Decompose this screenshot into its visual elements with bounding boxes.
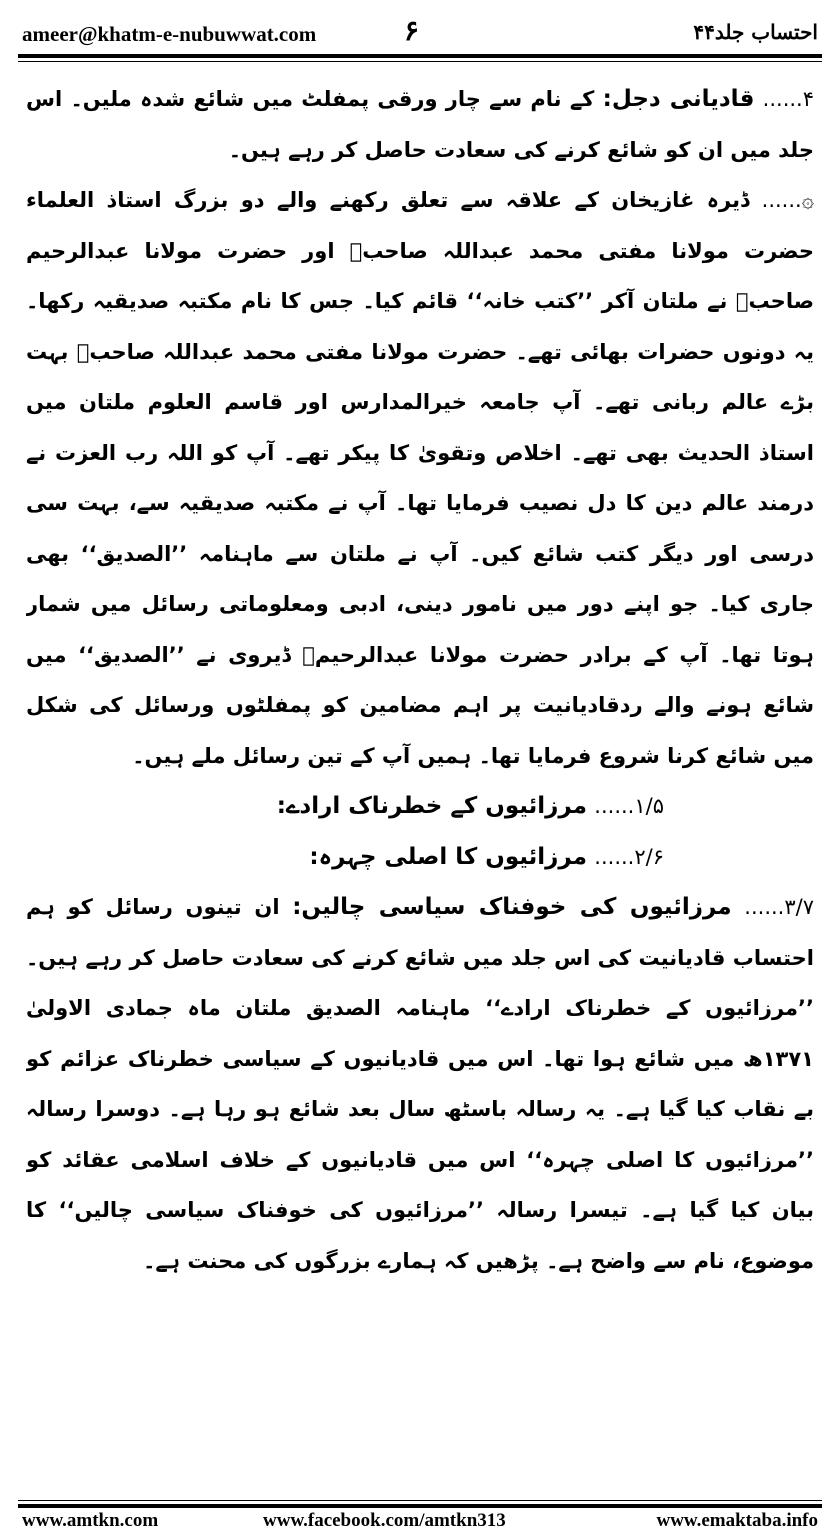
footer-link-emaktaba[interactable]: www.emaktaba.info — [656, 1510, 818, 1531]
header-email: ameer@khatm-e-nubuwwat.com — [22, 22, 317, 46]
paragraph-ornament — [26, 175, 814, 781]
footer-link-amtkn[interactable]: www.amtkn.com — [22, 1510, 159, 1531]
paragraph-6 — [26, 832, 814, 883]
page-number: ۶ — [404, 14, 420, 47]
item-number: ۴...... — [762, 87, 814, 111]
ornament-marker: ۞...... — [761, 188, 814, 212]
item-number: ۳/۷...... — [744, 895, 814, 919]
paragraph-text: ڈیرہ غازیخان کے علاقہ سے تعلق رکھنے والے دو بزرگ استاذ العلماء حضرت مولانا مفتی محمد عبداللہ صاحبؒ اور حضرت مولانا عبدالرحیم صاحبؒ نے ملتان آکر ’’کتب خانہ‘‘ قائم کیا۔ جس کا نام مکتبہ صدیقیہ رکھا۔ یہ دونوں حضرات بھائی تھے۔ حضرت مولانا مفتی محمد عبداللہ صاحبؒ بہت بڑے عالم ربانی تھے۔ آپ جامعہ خیرالمدارس اور قاسم العلوم ملتان میں استاذ الحدیث بھی تھے۔ اخلاص وتقویٰ کا پیکر تھے۔ آپ کو اللہ رب العزت نے درمند عالم دین کا دل نصیب فرمایا تھا۔ آپ نے مکتبہ صدیقیہ سے، بہت سی درسی اور دیگر کتب شائع کیں۔ آپ نے ملتان سے ماہنامہ ’’الصدیق‘‘ بھی جاری کیا۔ جو اپنے دور میں نامور دینی، ادبی ومعلوماتی رسائل میں شمار ہوتا تھا۔ آپ کے برادر حضرت مولانا عبدالرحیمؒ ڈیروی نے ’’الصدیق‘‘ میں شائع ہونے والے ردقادیانیت پر اہم مضامین کو پمفلٹوں ورسائل کی شکل میں شائع کرنا شروع فرمایا تھا۔ ہمیں آپ کے تین رسائل ملے ہیں۔ — [26, 188, 814, 768]
footer-rule-thick — [18, 1504, 822, 1508]
item-number: ۱/۵...... — [594, 794, 664, 818]
paragraph-5 — [26, 781, 814, 832]
item-heading: مرزائیوں کا اصلی چہرہ: — [309, 843, 587, 870]
footer-rule-thin — [18, 1500, 822, 1501]
paragraph-4 — [26, 74, 814, 175]
item-heading: مرزائیوں کی خوفناک سیاسی چالیں: — [292, 894, 732, 920]
paragraph-text: کے نام سے چار ورقی پمفلٹ میں شائع شدہ ملیں۔ اس جلد میں ان کو شائع کرنے کی سعادت حاصل کر رہے ہیں۔ — [26, 87, 814, 162]
item-heading: قادیانی دجل: — [602, 86, 755, 112]
header-rule-thick — [18, 54, 822, 58]
header-rule-thin — [18, 61, 822, 62]
paragraph-7 — [26, 882, 814, 1286]
item-heading: مرزائیوں کے خطرناک ارادے: — [276, 793, 587, 819]
page-footer — [0, 1510, 840, 1538]
paragraph-text: ان تینوں رسائل کو ہم احتساب قادیانیت کی اس جلد میں شائع کرنے کی سعادت حاصل کر رہے ہیں۔ ’’مرزائیوں کے خطرناک ارادے‘‘ ماہنامہ الصدیق ملتان ماہ جمادی الاولیٰ ۱۳۷۱ھ میں شائع ہوا تھا۔ اس میں قادیانیوں کے سیاسی خطرناک عزائم کو بے نقاب کیا گیا ہے۔ یہ رسالہ باسٹھ سال بعد شائع ہو رہا ہے۔ دوسرا رسالہ ’’مرزائیوں کا اصلی چہرہ‘‘ اس میں قادیانیوں کے خلاف اسلامی عقائد کو بیان کیا گیا ہے۔ تیسرا رسالہ ’’مرزائیوں کی خوفناک سیاسی چالیں‘‘ کا موضوع، نام سے واضح ہے۔ پڑھیں کہ ہمارے بزرگوں کی محنت ہے۔ — [26, 895, 814, 1273]
page-body — [26, 74, 814, 1484]
footer-link-facebook[interactable]: www.facebook.com/amtkn313 — [263, 1510, 506, 1531]
book-title: احتساب جلد۴۴ — [693, 20, 818, 44]
item-number: ۲/۶...... — [594, 844, 664, 869]
page-header — [0, 0, 840, 60]
